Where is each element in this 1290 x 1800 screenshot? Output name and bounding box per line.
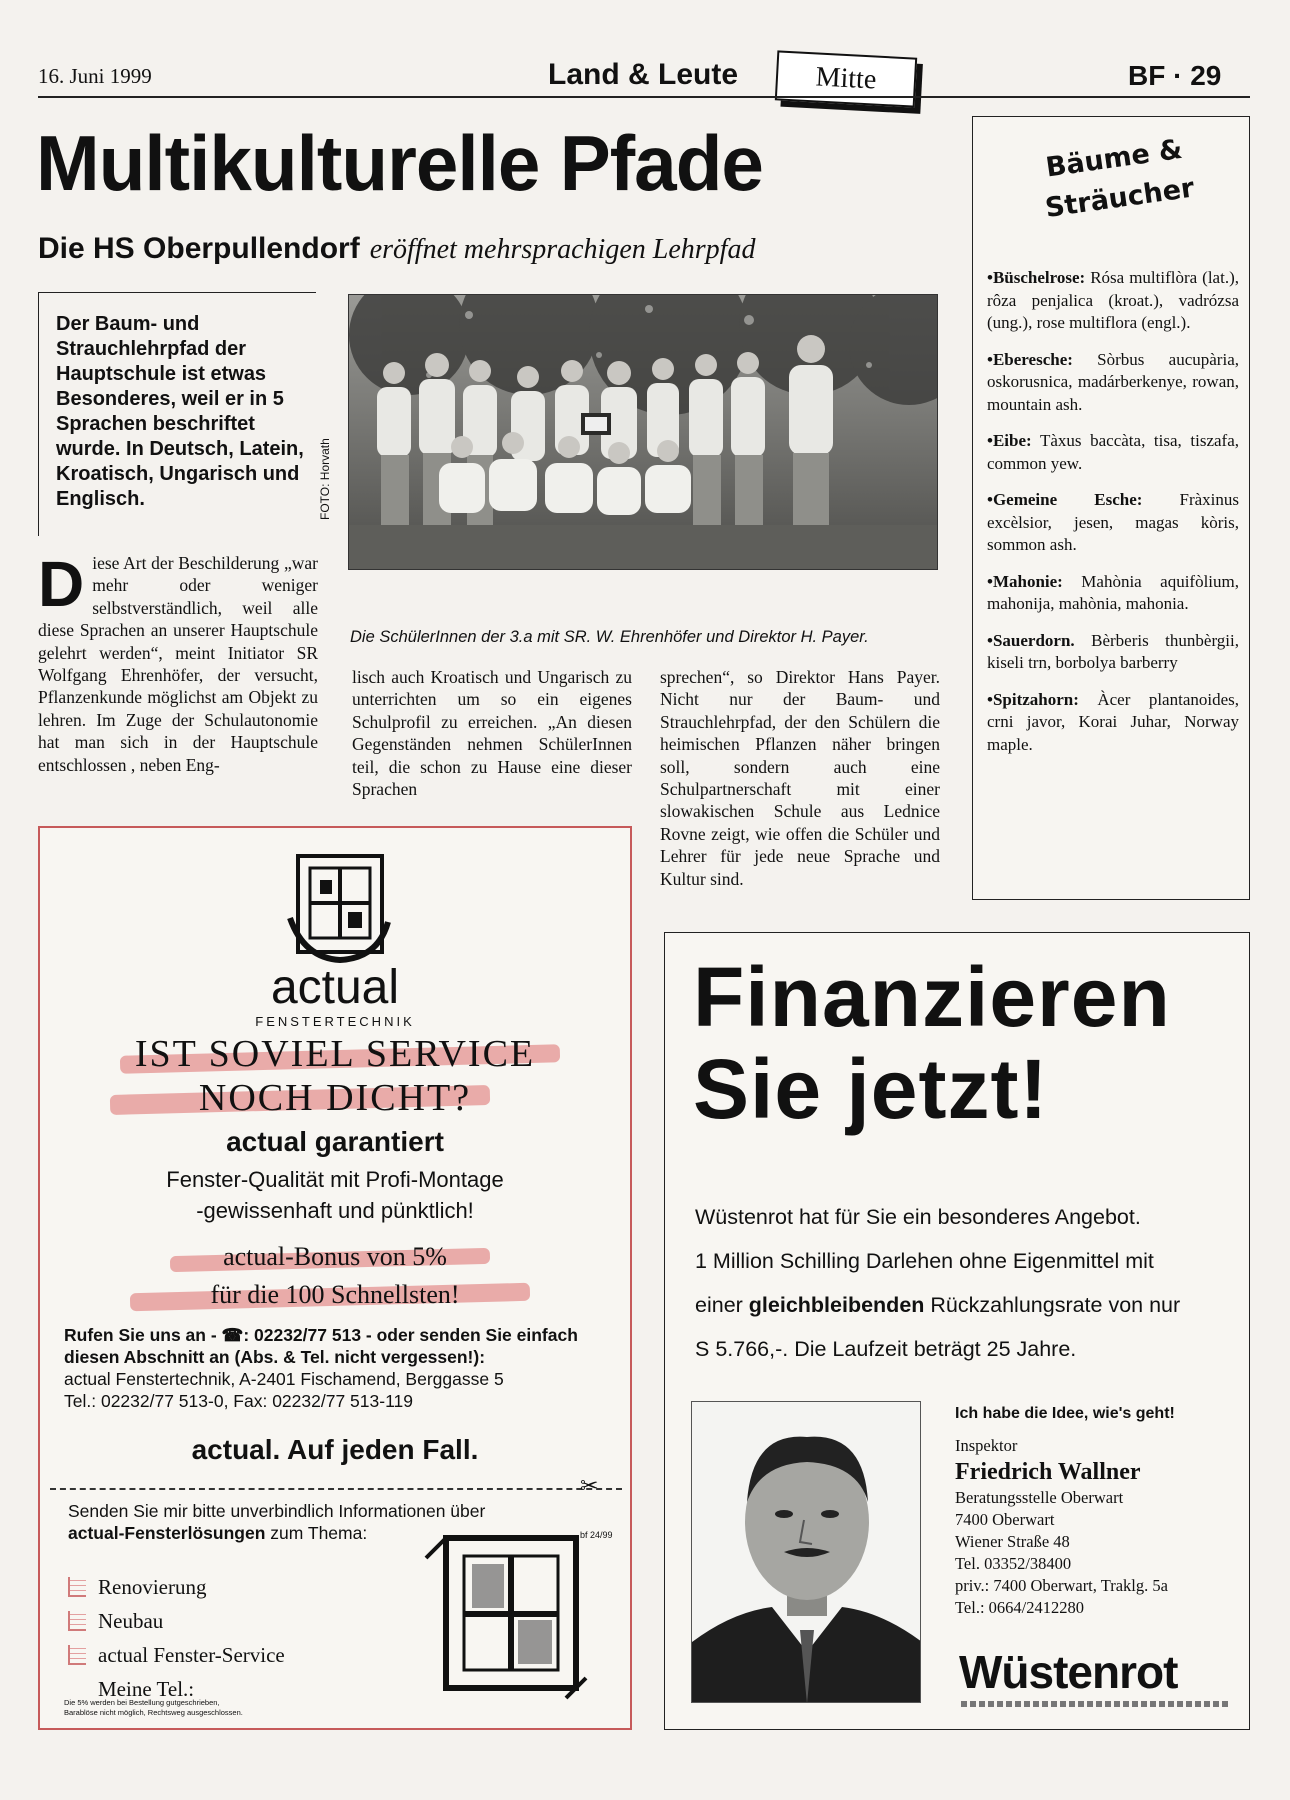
coupon-option-service[interactable] [68,1638,398,1672]
actual-guarantee: actual garantiert [226,1126,444,1157]
checkbox-icon[interactable] [68,1611,86,1631]
entry-text: Sòrbus aucupària, oskorusnica, madárberkenye, rowan, mountain ash. [987,349,1239,414]
advisor-portrait [691,1401,921,1703]
group-photo [348,294,938,570]
advisor-phone: Tel. 03352/38400 [955,1554,1072,1573]
wuestenrot-headline-line2: Sie jetzt! [693,1042,1049,1136]
actual-call-to-action: Rufen Sie uns an - ☎: 02232/77 513 - oder senden Sie einfach diesen Abschnitt an (Abs. & Tel. nicht vergessen!): [64,1325,578,1367]
article-subhead [38,232,918,266]
fineprint-line2: Barablöse nicht möglich, Rechtsweg ausgeschlossen. [64,1708,243,1717]
wuestenrot-offer-text [695,1195,1225,1371]
actual-address: actual Fenstertechnik, A-2401 Fischamend, Berggasse 5 [64,1369,504,1389]
page-number: BF · 29 [1128,60,1222,91]
entry-term: •Eibe: [987,431,1032,450]
wuestenrot-advertisement [664,932,1250,1730]
entry-term: •Spitzahorn: [987,689,1079,709]
actual-quality-claim [40,1164,630,1226]
actual-brand-name: actual [270,961,400,1014]
scissors-icon: ✂ [580,1474,599,1499]
checkbox-icon[interactable] [68,1645,86,1665]
entry-text: Fràxinus excèlsior, jesen, magas kòris, sommon ash. [987,490,1239,554]
issue-date: 16. Juni 1999 [38,64,152,88]
photo-caption: Die SchülerInnen der 3.a mit SR. W. Ehrenhöfer und Direktor H. Payer. [350,628,869,646]
entry-term: •Gemeine Esche: [987,490,1143,509]
actual-slogan-line1: IST SOVIEL SERVICE [134,1033,536,1075]
sidebar-entry [987,349,1239,417]
entry-term: •Büschelrose: [987,268,1086,287]
subhead-text: eröffnet mehrsprachigen Lehrpfad [369,234,756,265]
sidebar-entry [987,267,1239,335]
actual-quality-line2: -gewissenhaft und pünktlich! [196,1198,474,1223]
article-column-1 [38,548,318,776]
wuestenrot-logo-underline [961,1701,1231,1707]
coupon-cut-line [50,1488,622,1490]
advisor-contact [955,1403,1235,1619]
sidebar-title [1003,124,1232,234]
sidebar-box [972,116,1250,900]
coupon-product: actual-Fensterlösungen [68,1523,266,1543]
window-sketch-icon [416,1528,606,1700]
wuestenrot-offer-line3 [695,1283,1225,1327]
actual-contact-block [64,1324,614,1412]
actual-slogan [40,1032,630,1120]
advisor-name: Friedrich Wallner [955,1459,1141,1485]
header-rule [38,96,1250,98]
advisor-office: Beratungsstelle Oberwart [955,1488,1124,1507]
advisor-private-address: priv.: 7400 Oberwart, Traklg. 5a [955,1576,1168,1595]
window-logo-icon [284,848,396,966]
coupon-code: bf 24/99 [580,1530,613,1540]
actual-bonus [40,1238,630,1314]
advisor-private-phone: Tel.: 0664/2412280 [955,1598,1085,1617]
entry-term: •Sauerdorn. [987,630,1075,650]
photo-credit: FOTO: Horvath [318,438,332,520]
advisor-portrait-illustration [692,1402,921,1703]
offer-text: Rückzahlungsrate von nur [924,1293,1181,1317]
advisor-tagline: Ich habe die Idee, wie's geht! [955,1405,1175,1422]
sidebar-entry [987,430,1239,475]
entry-text: Rósa multiflòra (lat.), rôza penjalica (kroat.), vadrózsa (ung.), rose multiflora (engl.). [987,268,1239,332]
article-column-1-text: iese Art der Beschilderung „war mehr oder weniger selbstverständlich, weil alle diese Sprachen an unserer Hauptschule gelehrt werden“, meint Initiator SR Wolfgang Ehrenhöfer, der versucht, Pflanzenkunde möglichst am Objekt zu lehren. Im Zuge der Schulautonomie hat man sich in der Hauptschule entschlossen , neben Eng- [38,553,318,775]
entry-term: •Eberesche: [987,349,1073,369]
sidebar-entry [987,489,1239,557]
wuestenrot-offer-line4: S 5.766,-. Die Laufzeit beträgt 25 Jahre. [695,1337,1077,1361]
coupon-option-neubau[interactable] [68,1604,398,1638]
offer-text: einer [695,1293,749,1317]
actual-slogan-line2: NOCH DICHT? [198,1077,472,1119]
sidebar-entry [987,630,1239,675]
advisor-city: 7400 Oberwart [955,1510,1055,1529]
article-column-2: lisch auch Kroatisch und Ungarisch zu unterrichten um so ein eigenes Schulprofil zu erreichen. „An diesen Gegenständen nehmen SchülerInnen teil, die schon zu Hause eine dieser Sprachen [352,667,632,800]
sidebar-entry-list [987,267,1239,770]
actual-bonus-line2: für die 100 Schnellsten! [210,1280,460,1309]
coupon-option-renovierung[interactable] [68,1570,398,1604]
coupon-intro-line1: Senden Sie mir bitte unverbindlich Informationen über [68,1501,486,1521]
entry-text: Bèrberis thunbèrgii, kiseli trn, borbolya barberry [987,630,1239,672]
coupon-topic: zum Thema: [265,1523,368,1543]
wuestenrot-offer-line1: Wüstenrot hat für Sie ein besonderes Angebot. [695,1205,1141,1229]
entry-text: Àcer plantanoides, crni javor, Korai Juhar, Norway maple. [987,689,1239,754]
subhead-organisation: Die HS Oberpullendorf [38,232,360,265]
wuestenrot-headline-line1: Finanzieren [693,950,1171,1044]
wuestenrot-headline [693,951,1233,1135]
region-badge: Mitte [775,50,917,107]
article-headline: Multikulturelle Pfade [36,119,763,207]
actual-phone-fax: Tel.: 02232/77 513-0, Fax: 02232/77 513-119 [64,1391,413,1411]
actual-fineprint [64,1698,364,1718]
wuestenrot-offer-line2: 1 Million Schilling Darlehen ohne Eigenmittel mit [695,1249,1154,1273]
actual-quality-line1: Fenster-Qualität mit Profi-Montage [166,1167,504,1192]
article-column-3: sprechen“, so Direktor Hans Payer. Nicht nur der Baum- und Strauchlehrpfad, der den Schülern die heimischen Pflanzen näher bringen soll, sondern auch eine Schulpartnerschaft mit einer slowakischen Schule aus Lednice Rovne zeigt, wie offen die Schüler und Lehrer für jede neue Sprache und Kultur sind. [660,667,940,889]
sidebar-entry [987,571,1239,616]
dropcap: D [38,548,85,620]
coupon-option-label: Neubau [98,1609,164,1633]
checkbox-icon[interactable] [68,1577,86,1597]
sidebar-title-line2: Sträucher [1043,172,1197,225]
sidebar-entry [987,689,1239,757]
group-photo-illustration [349,295,938,570]
coupon-option-label: Renovierung [98,1575,207,1599]
coupon-phone-field[interactable]: Meine Tel.: [98,1677,195,1701]
advisor-role: Inspektor [955,1436,1018,1455]
entry-term: •Mahonie: [987,571,1063,591]
wuestenrot-logo: Wüstenrot [959,1646,1178,1698]
fineprint-line1: Die 5% werden bei Bestellung gutgeschrieben, [64,1698,220,1707]
lead-bar [38,292,39,536]
actual-bonus-line1: actual-Bonus von 5% [223,1242,447,1271]
advisor-street: Wiener Straße 48 [955,1532,1070,1551]
coupon-option-label: actual Fenster-Service [98,1643,285,1667]
actual-closing-slogan: actual. Auf jeden Fall. [191,1434,479,1465]
offer-emphasis: gleichbleibenden [748,1293,925,1317]
article-lead: Der Baum- und Strauchlehrpfad der Hauptschule ist etwas Besonderes, weil er in 5 Sprachen beschriftet wurde. In Deutsch, Latein, Kroatisch, Ungarisch und Englisch. [56,313,304,510]
actual-brand-subtitle: FENSTERTECHNIK [255,1014,415,1029]
entry-text: Mahònia aquifòlium, mahonija, mahònia, mahonia. [987,571,1239,613]
entry-text: Tàxus baccàta, tisa, tiszafa, common yew. [987,431,1239,473]
coupon-options [68,1570,398,1706]
lead-rule [38,292,316,293]
sidebar-title-line1: Bäume & [1043,133,1185,184]
section-title: Land & Leute [548,58,739,91]
actual-advertisement [38,826,632,1730]
